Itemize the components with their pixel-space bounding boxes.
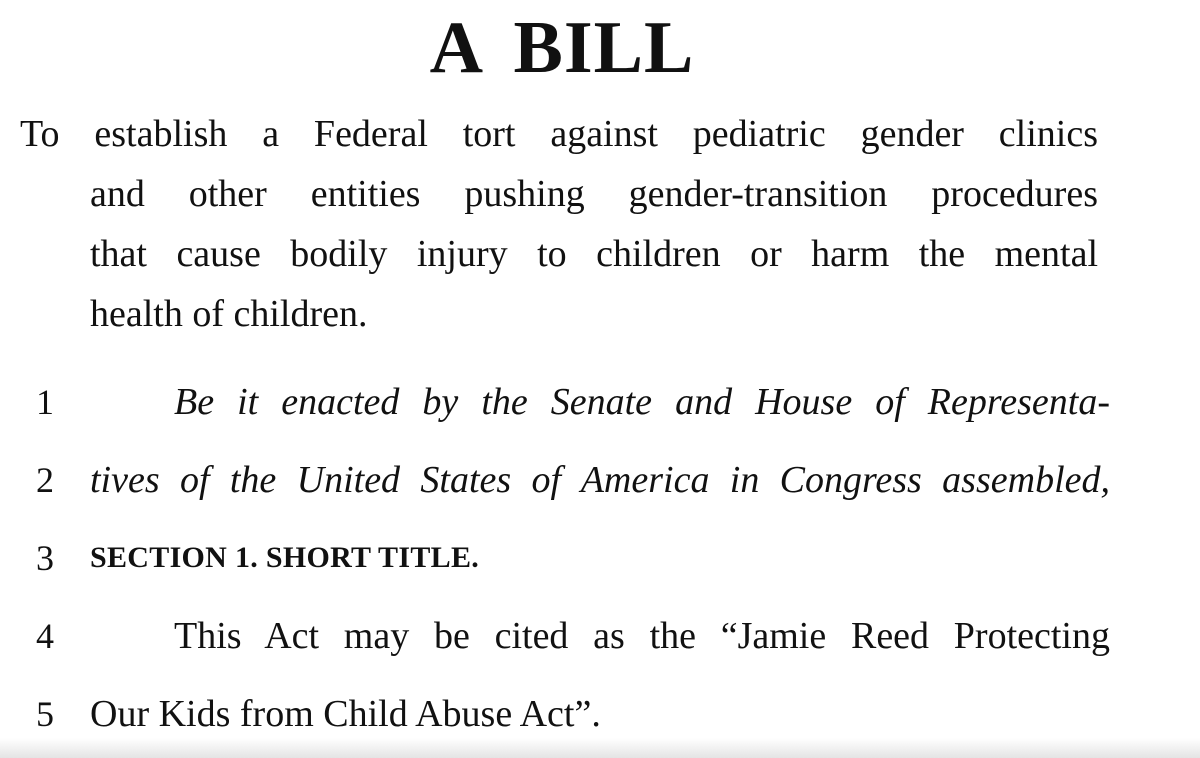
enacting-clause-line: Be it enacted by the Senate and House of Representa- bbox=[174, 381, 1110, 423]
purpose-line: health of children. bbox=[90, 293, 368, 335]
line-number: 2 bbox=[36, 460, 54, 500]
line-number: 4 bbox=[36, 616, 54, 656]
short-title-line: This Act may be cited as the “Jamie Reed Protecting bbox=[174, 615, 1110, 657]
purpose-line: To establish a Federal tort against pediatric gender clinics bbox=[20, 113, 1098, 155]
bill-line bbox=[0, 528, 1110, 588]
line-number: 3 bbox=[36, 538, 54, 578]
short-title-line: Our Kids from Child Abuse Act”. bbox=[90, 693, 601, 735]
page-bottom-shadow bbox=[0, 738, 1200, 758]
purpose-line: and other entities pushing gender-transition procedures bbox=[90, 173, 1098, 215]
bill-line bbox=[0, 684, 1110, 744]
purpose-line: that cause bodily injury to children or harm the mental bbox=[90, 233, 1098, 275]
bill-line bbox=[0, 606, 1110, 666]
bill-heading: A BILL bbox=[429, 7, 695, 89]
line-number: 5 bbox=[36, 694, 54, 734]
bill-purpose bbox=[20, 104, 1098, 344]
bill-line bbox=[0, 450, 1110, 510]
line-number: 1 bbox=[36, 382, 54, 422]
enacting-clause-line: tives of the United States of America in Congress assembled, bbox=[90, 459, 1110, 501]
section-heading: SECTION 1. SHORT TITLE. bbox=[90, 541, 480, 574]
bill-line bbox=[0, 372, 1110, 432]
